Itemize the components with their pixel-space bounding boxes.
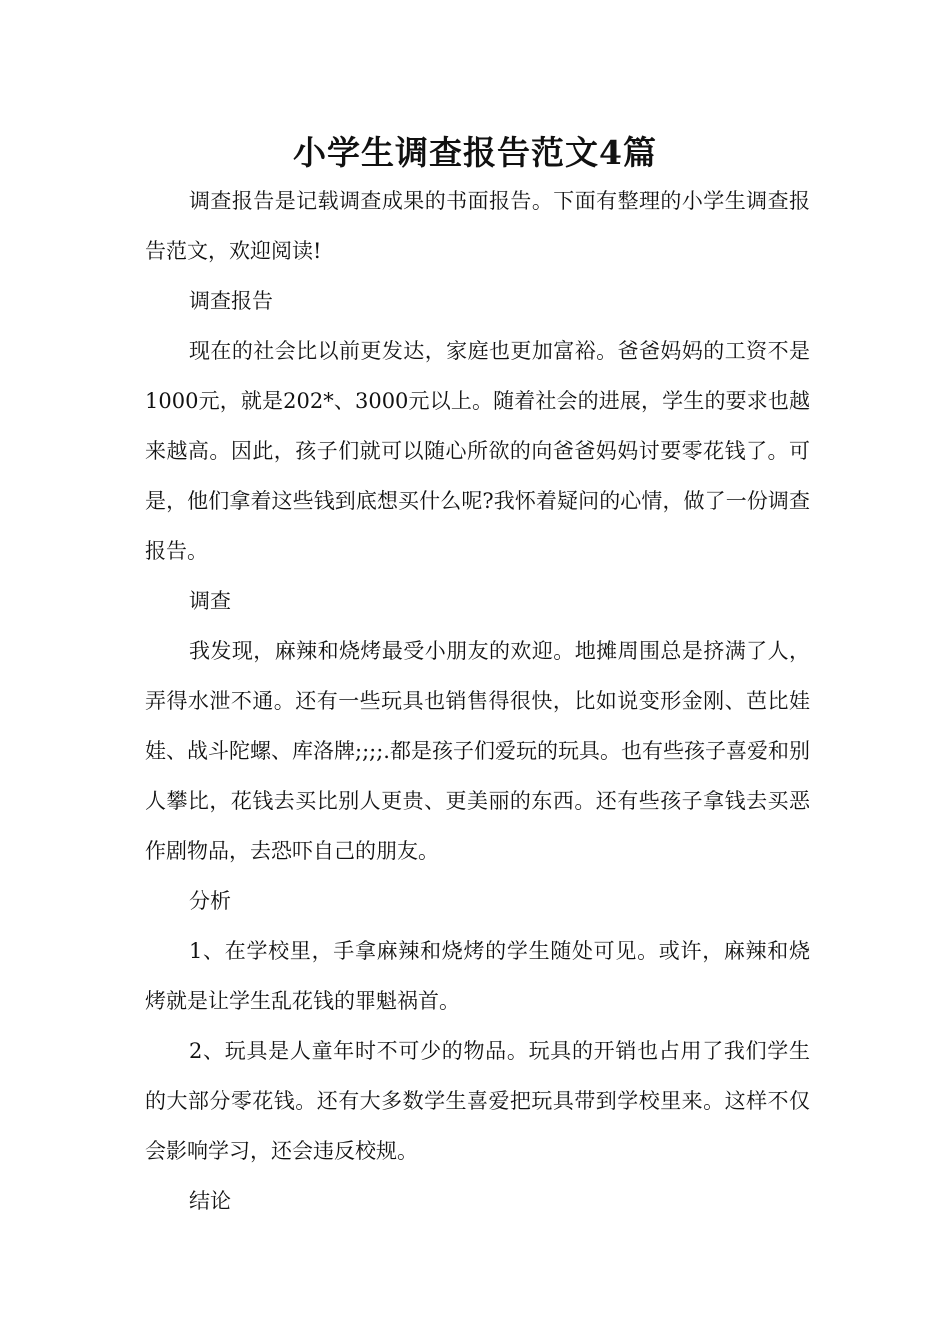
analysis-point-1: 1、在学校里，手拿麻辣和烧烤的学生随处可见。或许，麻辣和烧烤就是让学生乱花钱的罪魁祸首。 bbox=[145, 939, 810, 1013]
section-heading-conclusion: 结论 bbox=[189, 1189, 231, 1213]
analysis-point-2: 2、玩具是人童年时不可少的物品。玩具的开销也占用了我们学生的大部分零花钱。还有大多数学生喜爱把玩具带到学校里来。这样不仅会影响学习，还会违反校规。 bbox=[145, 1039, 810, 1163]
document-body bbox=[145, 176, 810, 1226]
section-heading-analysis: 分析 bbox=[189, 889, 231, 913]
intro-paragraph: 调查报告是记载调查成果的书面报告。下面有整理的小学生调查报告范文，欢迎阅读! bbox=[145, 189, 810, 263]
section-heading-report: 调查报告 bbox=[189, 289, 273, 313]
survey-paragraph: 我发现，麻辣和烧烤最受小朋友的欢迎。地摊周围总是挤满了人，弄得水泄不通。还有一些玩具也销售得很快，比如说变形金刚、芭比娃娃、战斗陀螺、库洛牌;;;;.都是孩子们爱玩的玩具。也有些孩子喜爱和别人攀比，花钱去买比别人更贵、更美丽的东西。还有些孩子拿钱去买恶作剧物品，去恐吓自己的朋友。 bbox=[145, 639, 810, 863]
document-title: 小学生调查报告范文4篇 bbox=[293, 133, 657, 172]
section-heading-survey: 调查 bbox=[189, 589, 231, 613]
background-paragraph: 现在的社会比以前更发达，家庭也更加富裕。爸爸妈妈的工资不是1000元，就是202*、3000元以上。随着社会的进展，学生的要求也越来越高。因此，孩子们就可以随心所欲的向爸爸妈妈讨要零花钱了。可是，他们拿着这些钱到底想买什么呢?我怀着疑问的心情，做了一份调查报告。 bbox=[145, 339, 810, 563]
